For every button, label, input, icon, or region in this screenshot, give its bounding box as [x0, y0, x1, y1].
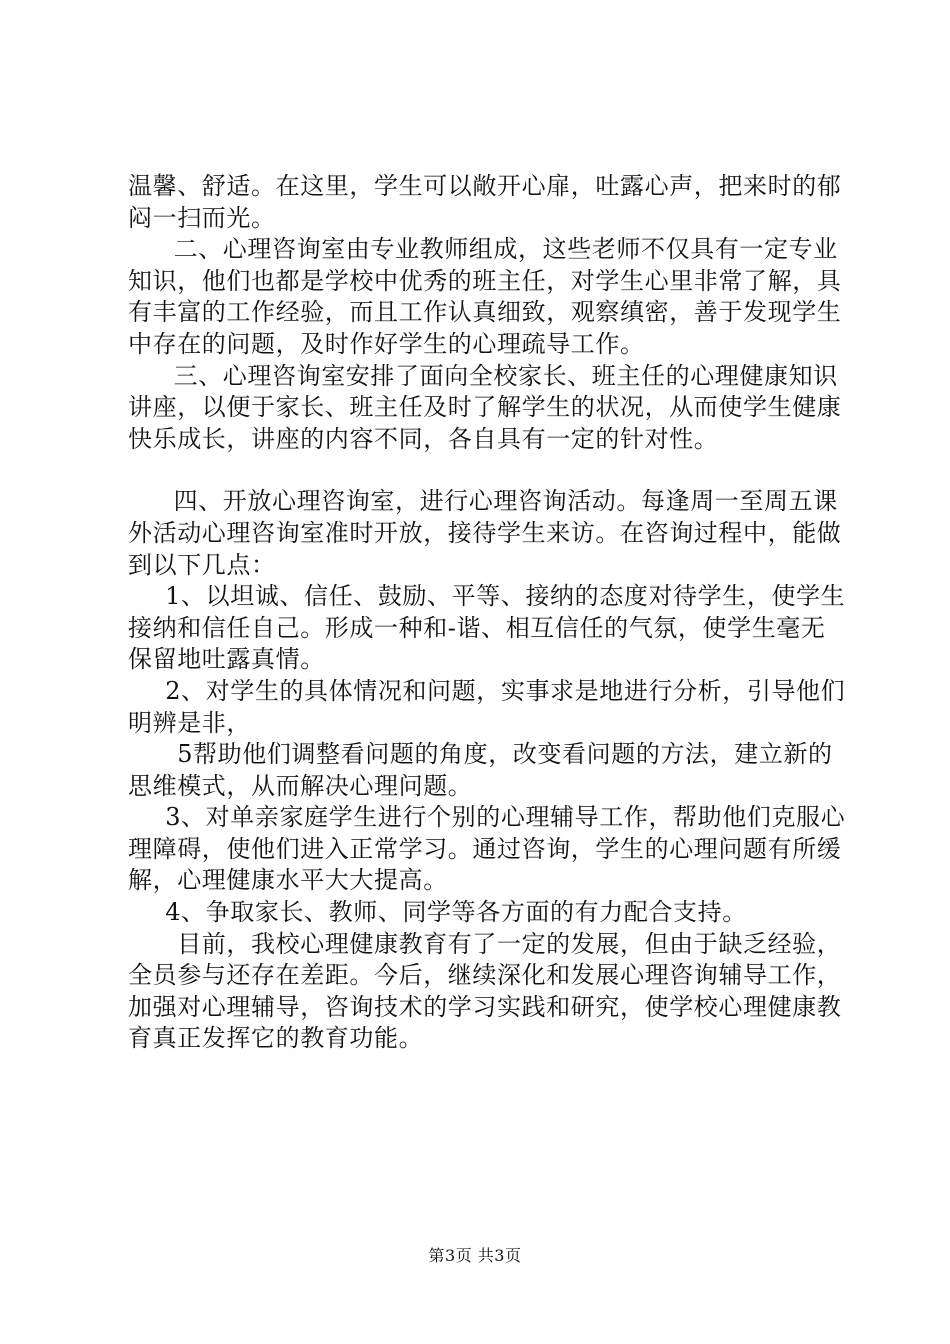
- paragraph-point-1: 1、以坦诚、信任、鼓励、平等、接纳的态度对待学生，使学生接纳和信任自己。形成一种和-谐、相互信任的气氛，使学生毫无保留地吐露真情。: [128, 582, 846, 674]
- paragraph-point-3: 3、对单亲家庭学生进行个别的心理辅导工作，帮助他们克服心理障碍，使他们进入正常学习。通过咨询，学生的心理问题有所缓解，心理健康水平大大提高。: [128, 803, 846, 895]
- paragraph-point-4: 4、争取家长、教师、同学等各方面的有力配合支持。: [165, 898, 747, 927]
- paragraph-conclusion: 目前，我校心理健康教育有了一定的发展，但由于缺乏经验，全员参与还存在差距。今后，继续深化和发展心理咨询辅导工作，加强对心理辅导，咨询技术的学习实践和研究，使学校心理健康教育真正发挥它的教育功能。: [128, 929, 842, 1053]
- document-body: [128, 171, 848, 1055]
- paragraph-point-5: 5帮助他们调整看问题的角度，改变看问题的方法，建立新的思维模式，从而解决心理问题。: [128, 740, 833, 800]
- paragraph-item-3: 三、心理咨询室安排了面向全校家长、班主任的心理健康知识讲座，以便于家长、班主任及时了解学生的状况，从而使学生健康快乐成长，讲座的内容不同，各自具有一定的针对性。: [128, 361, 842, 453]
- page-number-label: 第3页 共3页: [428, 1246, 522, 1265]
- paragraph-continuation: 温馨、舒适。在这里，学生可以敞开心扉，吐露心声，把来时的郁闷一扫而光。: [128, 172, 842, 232]
- paragraph-point-2: 2、对学生的具体情况和问题，实事求是地进行分析，引导他们明辨是非，: [128, 676, 846, 737]
- paragraph-item-2: 二、心理咨询室由专业教师组成，这些老师不仅具有一定专业知识，他们也都是学校中优秀的班主任，对学生心里非常了解，具有丰富的工作经验，而且工作认真细致，观察缜密，善于发现学生中存在的问题，及时作好学生的心理疏导工作。: [128, 235, 842, 358]
- page-footer: [0, 1243, 950, 1266]
- paragraph-item-4: 四、开放心理咨询室，进行心理咨询活动。每逢周一至周五课外活动心理咨询室准时开放，接待学生来访。在咨询过程中，能做到以下几点：: [128, 487, 842, 579]
